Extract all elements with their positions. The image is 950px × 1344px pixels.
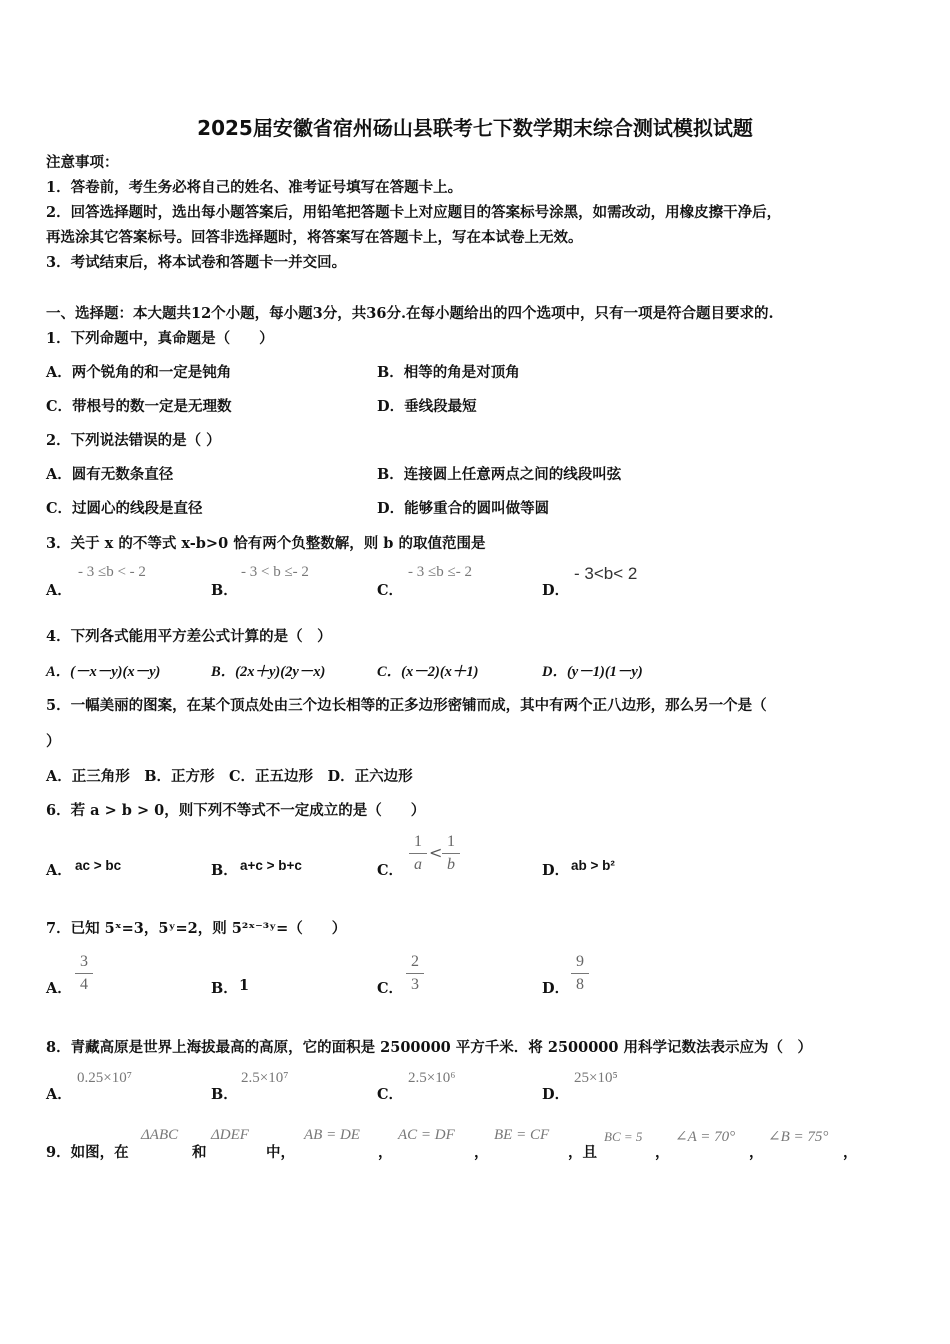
q8-label-c: C． — [377, 1086, 404, 1103]
q8-option-c: 2.5×10⁶ — [408, 1070, 456, 1086]
q8-option-a: 0.25×10⁷ — [77, 1070, 132, 1086]
q1-option-d: D．垂线段最短 — [377, 398, 477, 415]
q9-and: 和 — [192, 1144, 207, 1161]
question-9-prefix: 9．如图，在 — [46, 1144, 129, 1161]
numerator: 9 — [576, 953, 584, 970]
q9-triangle-def: ΔDEF — [211, 1127, 249, 1143]
numerator: 2 — [411, 953, 419, 970]
q5-options: A．正三角形 B．正方形 C．正五边形 D．正六边形 — [46, 768, 413, 785]
notice — [46, 150, 896, 275]
q8-option-d: 25×10⁵ — [574, 1070, 618, 1086]
q6-option-c-operator: < — [429, 843, 443, 862]
q4-option-d: D．(y－1)(1－y) — [542, 664, 643, 680]
q9-comma: ， — [749, 1144, 764, 1161]
q6-label-c: C． — [377, 862, 404, 879]
q3-option-a: - 3 ≤b < - 2 — [78, 564, 146, 580]
notice-item: 3．考试结束后，将本试卷和答题卡一并交回。 — [46, 254, 347, 271]
denominator: 3 — [411, 976, 419, 993]
fraction-bar — [409, 853, 427, 854]
q3-option-c: - 3 ≤b ≤- 2 — [408, 564, 472, 580]
question-2-stem: 2．下列说法错误的是（ ） — [46, 432, 221, 449]
q9-angle-a: ∠A = 70° — [675, 1129, 736, 1145]
denominator: b — [447, 856, 455, 873]
q8-label-d: D． — [542, 1086, 570, 1103]
question-3-stem: 3．关于 x 的不等式 x-b>0 恰有两个负整数解，则 b 的取值范围是 — [46, 535, 486, 552]
fraction-bar — [406, 973, 424, 974]
q6-option-d: ab > b² — [571, 858, 615, 873]
q9-comma: ， — [474, 1144, 489, 1161]
denominator: 8 — [576, 976, 584, 993]
fraction-bar — [571, 973, 589, 974]
q3-option-b: - 3 < b ≤- 2 — [241, 564, 309, 580]
q9-angle-b: ∠B = 75° — [768, 1129, 829, 1145]
question-4-stem: 4．下列各式能用平方差公式计算的是（ ） — [46, 628, 332, 645]
q9-comma: ， — [655, 1144, 670, 1161]
question-6-stem: 6．若 a > b > 0，则下列不等式不一定成立的是（ ） — [46, 802, 426, 819]
q4-option-b: B．(2x＋y)(2y－x) — [211, 664, 326, 680]
q8-label-a: A． — [46, 1086, 72, 1103]
page-title: 2025届安徽省宿州砀山县联考七下数学期末综合测试模拟试题 — [197, 116, 753, 140]
fraction-bar — [442, 853, 460, 854]
q6-label-a: A． — [46, 862, 72, 879]
question-8-stem: 8．青藏高原是世界上海拔最高的高原，它的面积是 2500000 平方千米．将 2500000 用科学记数法表示应为（ ） — [46, 1039, 813, 1056]
q9-condition-ac-df: AC = DF — [398, 1127, 455, 1143]
q6-option-a: ac > bc — [75, 858, 122, 873]
q9-condition-bc: BC = 5 — [604, 1129, 643, 1144]
denominator: 4 — [80, 976, 88, 993]
q6-option-b: a+c > b+c — [240, 858, 302, 873]
q7-label-c: C． — [377, 980, 404, 997]
q7-option-c-fraction — [406, 952, 424, 995]
q7-label-b: B． — [211, 980, 238, 997]
numerator: 1 — [447, 833, 455, 850]
q3-label-b: B． — [211, 582, 238, 599]
notice-item: 1．答卷前，考生务必将自己的姓名、准考证号填写在答题卡上。 — [46, 179, 463, 196]
q6-option-c-fraction-2 — [442, 832, 460, 875]
q1-option-b: B．相等的角是对顶角 — [377, 364, 520, 381]
q4-option-c: C．(x－2)(x＋1) — [377, 664, 479, 680]
question-5-stem: 5．一幅美丽的图案，在某个顶点处由三个边长相等的正多边形密铺而成，其中有两个正八边形，那么另一个是（ — [46, 697, 767, 714]
q3-label-d: D． — [542, 582, 570, 599]
q6-label-b: B． — [211, 862, 238, 879]
q7-option-b: 1 — [239, 977, 250, 994]
q8-label-b: B． — [211, 1086, 238, 1103]
q2-option-a: A．圆有无数条直径 — [46, 466, 174, 483]
question-7-stem: 7．已知 5ˣ=3，5ʸ=2，则 5²ˣ⁻³ʸ=（ ） — [46, 920, 347, 937]
q3-label-a: A． — [46, 582, 72, 599]
q9-comma: ， — [843, 1144, 858, 1161]
q9-comma: ， — [378, 1144, 393, 1161]
question-5-stem-end: ） — [46, 733, 61, 750]
numerator: 1 — [414, 833, 422, 850]
denominator: a — [414, 856, 422, 873]
q2-option-d: D．能够重合的圆叫做等圆 — [377, 500, 550, 517]
q9-condition-be-cf: BE = CF — [494, 1127, 550, 1143]
notice-heading: 注意事项： — [46, 154, 119, 171]
q9-mid: 中， — [266, 1144, 295, 1161]
q2-option-b: B．连接圆上任意两点之间的线段叫弦 — [377, 466, 622, 483]
q8-option-b: 2.5×10⁷ — [241, 1070, 289, 1086]
q7-option-a-fraction — [75, 952, 93, 995]
q1-option-c: C．带根号的数一定是无理数 — [46, 398, 232, 415]
section-heading: 一、选择题：本大题共12个小题，每小题3分，共36分.在每小题给出的四个选项中，只有一项是符合题目要求的. — [46, 305, 774, 322]
q7-label-d: D． — [542, 980, 570, 997]
numerator: 3 — [80, 953, 88, 970]
question-1-stem: 1．下列命题中，真命题是（ ） — [46, 330, 274, 347]
q9-triangle-abc: ΔABC — [141, 1127, 179, 1143]
q3-label-c: C． — [377, 582, 404, 599]
q9-condition-ab-de: AB = DE — [304, 1127, 360, 1143]
notice-item: 2．回答选择题时，选出每小题答案后，用铅笔把答题卡上对应题目的答案标号涂黑，如需改动，用橡皮擦干净后， — [46, 204, 782, 221]
notice-item: 再选涂其它答案标号。回答非选择题时，将答案写在答题卡上，写在本试卷上无效。 — [46, 229, 583, 246]
q6-option-c-fraction-1 — [409, 832, 427, 875]
q6-label-d: D． — [542, 862, 570, 879]
q7-option-d-fraction — [571, 952, 589, 995]
q1-option-a: A．两个锐角的和一定是钝角 — [46, 364, 232, 381]
q4-option-a: A．(－x－y)(x－y) — [46, 664, 161, 680]
q3-option-d: - 3<b< 2 — [574, 564, 638, 583]
q9-qie: ，且 — [568, 1144, 597, 1161]
q2-option-c: C．过圆心的线段是直径 — [46, 500, 203, 517]
q7-label-a: A． — [46, 980, 72, 997]
fraction-bar — [75, 973, 93, 974]
